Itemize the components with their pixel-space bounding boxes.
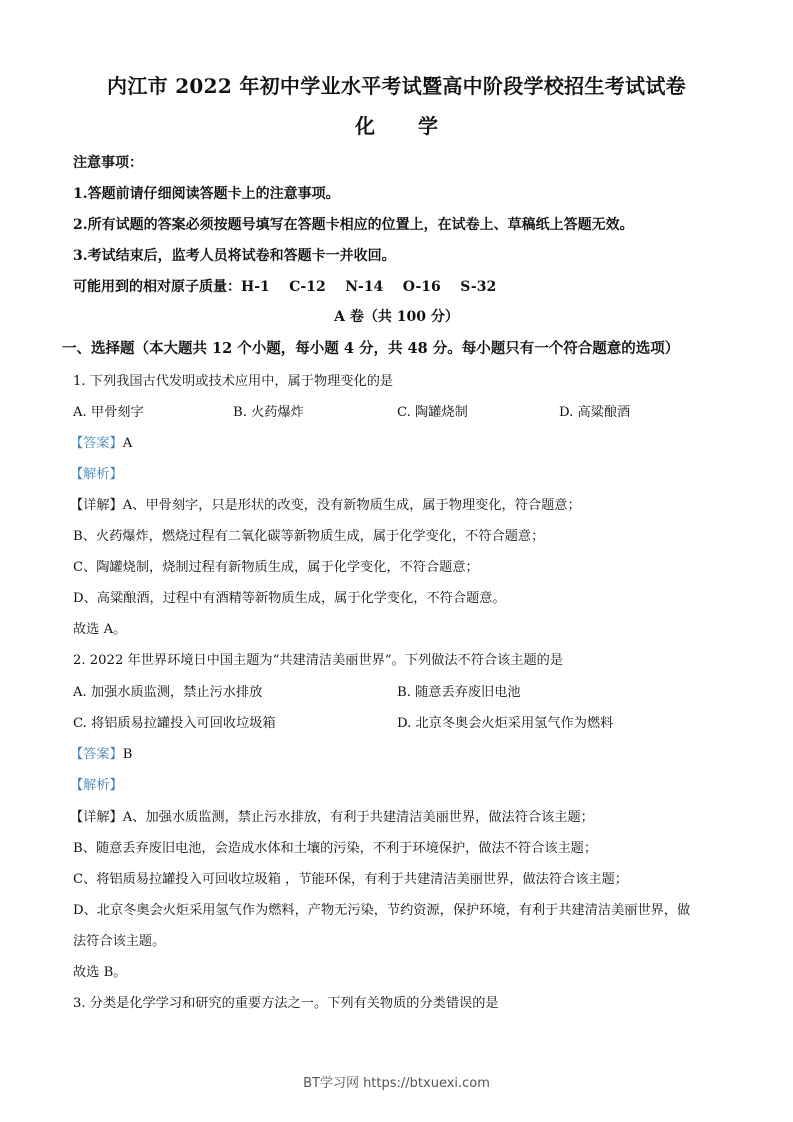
- detail-text: A、加强水质监测，禁止污水排放，有利于共建清洁美丽世界，做法符合该主题；: [122, 810, 594, 825]
- question-stem: 2. 2022 年世界环境日中国主题为“共建清洁美丽世界”。下列做法不符合该主题的是: [73, 653, 564, 668]
- detail-tag: 【详解】: [70, 498, 123, 513]
- answer-line: [70, 743, 132, 762]
- watermark-footer: BT学习网 https://btxuexi.com: [303, 1076, 490, 1091]
- option-a: A. 加强水质监测，禁止污水排放: [73, 685, 263, 700]
- notice-item-2: 2.所有试题的答案必须按题号填写在答题卡相应的位置上，在试卷上、草稿纸上答题无效。: [73, 217, 634, 233]
- option-b: B. 火药爆炸: [233, 405, 304, 420]
- question-stem: 3. 分类是化学学习和研究的重要方法之一。下列有关物质的分类错误的是: [73, 996, 499, 1011]
- volume-heading: A 卷（共 100 分）: [334, 309, 459, 325]
- answer-tag: 【答案】: [70, 747, 123, 762]
- part1-heading: 一、选择题（本大题共 12 个小题，每小题 4 分，共 48 分。每小题只有一个符合题意的选项）: [62, 340, 680, 357]
- detail-line: D、高粱酿酒，过程中有酒精等新物质生成，属于化学变化，不符合题意。: [73, 591, 506, 606]
- atomic-mass-line: 可能用到的相对原子质量：H-1 C-12 N-14 O-16 S-32: [73, 279, 497, 295]
- analysis-tag: 【解析】: [70, 778, 123, 793]
- detail-line: B、火药爆炸，燃烧过程有二氧化碳等新物质生成，属于化学变化，不符合题意；: [73, 529, 545, 544]
- question-stem: 1. 下列我国古代发明或技术应用中，属于物理变化的是: [73, 374, 394, 389]
- option-a: A. 甲骨刻字: [73, 405, 144, 420]
- detail-line: D、北京冬奥会火炬采用氢气作为燃料，产物无污染，节约资源，保护环境，有利于共建清洁美丽世界，做: [73, 903, 691, 918]
- option-b: B. 随意丢弃废旧电池: [397, 685, 521, 700]
- detail-text: A、甲骨刻字，只是形状的改变，没有新物质生成，属于物理变化，符合题意；: [122, 498, 581, 513]
- answer-tag: 【答案】: [70, 436, 123, 451]
- answer-value: A: [122, 436, 133, 451]
- subject-title: 化 学: [355, 114, 456, 138]
- conclusion: 故选 B。: [73, 965, 127, 980]
- option-d: D. 高粱酿酒: [559, 405, 631, 420]
- notice-item-1: 1.答题前请仔细阅读答题卡上的注意事项。: [73, 186, 340, 202]
- option-c: C. 将铝质易拉罐投入可回收垃圾箱: [73, 716, 276, 731]
- detail-line: C、将铝质易拉罐投入可回收垃圾箱 ，节能环保，有利于共建清洁美丽世界，做法符合该主题；: [73, 872, 628, 887]
- detail-line: C、陶罐烧制，烧制过程有新物质生成，属于化学变化，不符合题意；: [73, 560, 479, 575]
- option-d: D. 北京冬奥会火炬采用氢气作为燃料: [397, 716, 614, 731]
- option-c: C. 陶罐烧制: [397, 405, 468, 420]
- detail-line: [70, 806, 594, 825]
- analysis-tag: 【解析】: [70, 467, 123, 482]
- notice-item-3: 3.考试结束后，监考人员将试卷和答题卡一并收回。: [73, 248, 396, 264]
- answer-value: B: [122, 747, 133, 762]
- detail-line: 法符合该主题。: [73, 934, 166, 949]
- exam-title: 内江市 2022 年初中学业水平考试暨高中阶段学校招生考试试卷: [107, 74, 686, 98]
- detail-line: B、随意丢弃废旧电池，会造成水体和土壤的污染，不利于环境保护，做法不符合该主题；: [73, 841, 597, 856]
- notice-heading: 注意事项：: [73, 155, 143, 171]
- detail-line: [70, 494, 581, 513]
- answer-line: [70, 432, 132, 451]
- conclusion: 故选 A。: [73, 622, 127, 637]
- detail-tag: 【详解】: [70, 810, 123, 825]
